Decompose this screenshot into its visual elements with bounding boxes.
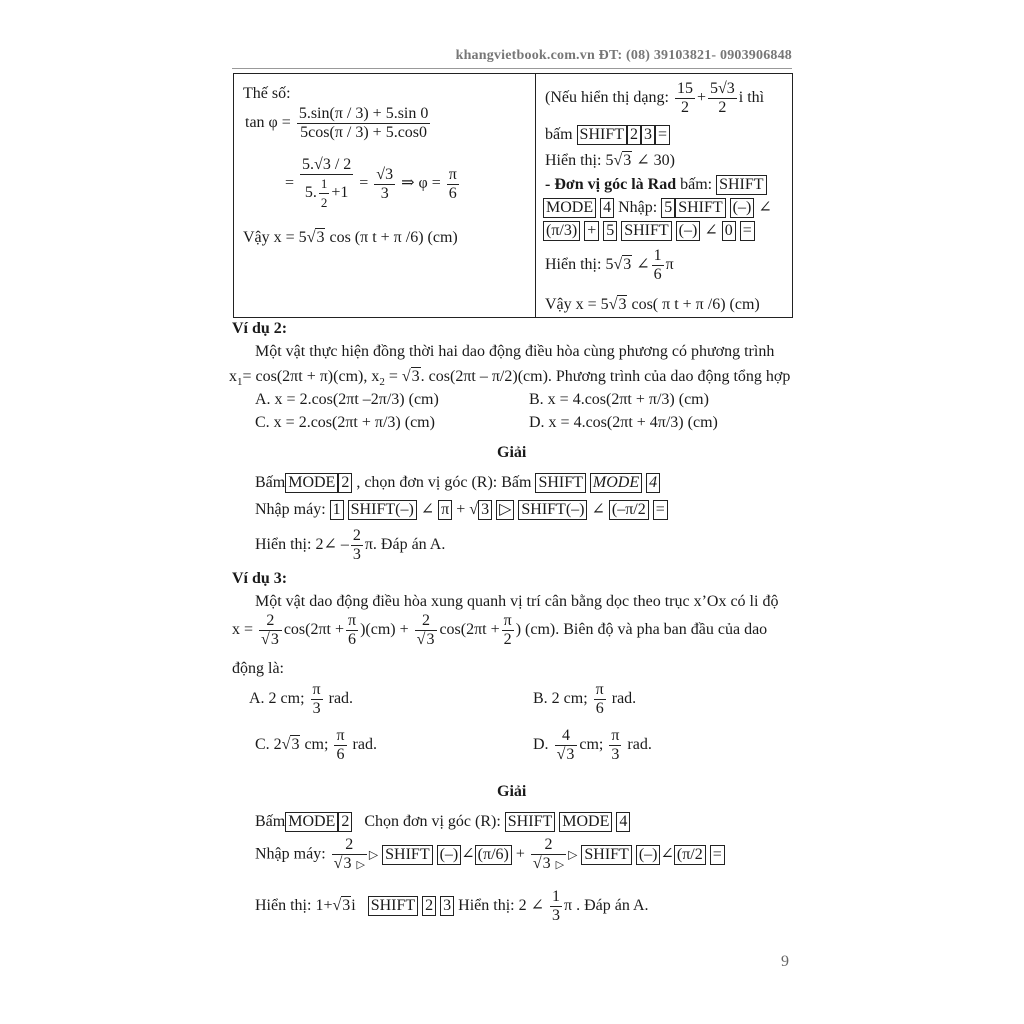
key-2: 2 — [338, 812, 352, 832]
left-result: Vậy x = 5√3 cos (π t + π /6) (cm) — [243, 229, 458, 246]
key-1: 1 — [330, 500, 344, 520]
example-3-step-3: Hiển thị: 1+√3i SHIFT 2 3 Hiển thị: 2 ∠ $\frac{1}{3}$ π . Đáp án A. — [255, 888, 649, 924]
example-3-problem-3: động là: — [232, 660, 284, 677]
key-4: 4 — [616, 812, 630, 832]
key-equals: = — [655, 125, 670, 145]
key-pi-over-2: (π/2 — [674, 845, 706, 865]
example-2-option-d: D. x = 4.cos(2πt + 4π/3) (cm) — [529, 414, 718, 431]
example-3-option-c: C. 2√3 cm; $\frac{\pi}{6}$ rad. — [255, 727, 377, 763]
key-equals: = — [710, 845, 725, 865]
key-0: 0 — [722, 221, 736, 241]
key-shift: SHIFT — [675, 198, 725, 218]
key-mode: MODE — [590, 473, 642, 493]
right-line-2: bấm SHIFT 2 3 = — [545, 125, 670, 145]
tan-simplify: = 5.√3 / 2 5. $\frac{1}{2}$ +1 = $\frac{√3}{3}$ ⇒ φ = $\frac{\pi}{6}$ — [285, 156, 457, 210]
right-line-7: Hiển thị: 5√3 ∠ $\frac{1}{6}$ π — [545, 247, 674, 283]
key-mode: MODE — [543, 198, 596, 218]
key-shift: SHIFT — [368, 896, 418, 916]
example-2-solution-title: Giải — [497, 444, 527, 461]
example-2-step-1: Bấm MODE 2 , chọn đơn vị góc (R): Bấm SHIFT MODE 4 — [255, 473, 660, 493]
right-line-4: - Đơn vị góc là Rad bấm: SHIFT — [545, 175, 767, 195]
key-mode: MODE — [285, 473, 338, 493]
key-shift-negative: SHIFT(–) — [348, 500, 417, 520]
key-mode: MODE — [285, 812, 338, 832]
key-equals: = — [653, 500, 668, 520]
key-5: 5 — [661, 198, 675, 218]
key-2: 2 — [627, 125, 641, 145]
tan-fraction: $\frac{5.\sin(\pi / 3) + 5.\sin 0}{5\cos(\pi / 3) + 5.\cos 0}$ — [298, 105, 429, 141]
example-2-option-c: C. x = 2.cos(2πt + π/3) (cm) — [255, 414, 435, 431]
key-shift: SHIFT — [577, 125, 627, 145]
key-negative: (–) — [730, 198, 755, 218]
example-3-solution-title: Giải — [497, 783, 527, 800]
key-3: 3 — [641, 125, 655, 145]
example-2-option-b: B. x = 4.cos(2πt + π/3) (cm) — [529, 391, 709, 408]
key-2: 2 — [338, 473, 352, 493]
example-3-option-b: B. 2 cm; $\frac{\pi}{6}$ rad. — [533, 681, 637, 717]
example-2-step-2: Nhập máy: 1 SHIFT(–) ∠ π + √ 3 ▷ SHIFT(–) ∠ (–π/2 = — [255, 500, 668, 520]
key-negative: (–) — [437, 845, 462, 865]
right-line-8: Vậy x = 5√3 cos( π t + π /6) (cm) — [545, 296, 760, 313]
page-header: khangvietbook.com.vn ĐT: (08) 39103821- 0903906848 — [455, 48, 792, 63]
right-line-6: (π/3) + 5 SHIFT (–) ∠ 0 = — [543, 221, 755, 241]
example-3-problem-1: Một vật dao động điều hòa xung quanh vị trí cân bằng dọc theo trục x’Ox có li độ — [255, 593, 779, 610]
example-2-option-a: A. x = 2.cos(2πt –2π/3) (cm) — [255, 391, 439, 408]
key-negative: (–) — [636, 845, 661, 865]
example-3-step-2: Nhập máy: $\frac{2}{√3 ▷}$ ▷ SHIFT (–) ∠ (π/6) + $\frac{2}{√3 ▷}$ ▷ SHIFT (–) ∠ (π/2 = — [255, 836, 725, 874]
key-3: 3 — [440, 896, 454, 916]
key-right-arrow: ▷ — [496, 500, 514, 520]
key-shift: SHIFT — [535, 473, 585, 493]
key-pi-over-3: (π/3) — [543, 221, 580, 241]
key-shift: SHIFT — [581, 845, 631, 865]
key-shift-negative: SHIFT(–) — [518, 500, 587, 520]
example-2-step-3: Hiển thị: 2∠ – $\frac{2}{3}$ π. Đáp án A. — [255, 527, 446, 563]
page-number: 9 — [781, 953, 789, 970]
example-2-title: Ví dụ 2: — [232, 320, 288, 337]
key-2: 2 — [422, 896, 436, 916]
example-2-problem-2: $x_1= \cos(2\pi t + \pi)(cm)$, $x_2 = √3$. cos(2πt – π/2)(cm). Phương trình của dao động tổng hợp — [229, 368, 791, 389]
key-4: 4 — [646, 473, 660, 493]
right-line-3: Hiển thị: 5√3 ∠ 30) — [545, 152, 675, 169]
key-pi: π — [438, 500, 452, 520]
key-neg-pi-over-2: (–π/2 — [609, 500, 649, 520]
key-pi-over-6: (π/6) — [475, 845, 512, 865]
right-line-1: (Nếu hiển thị dạng: $\frac{15}{2}$ + $\frac{5√3}{2}$ i thì — [545, 80, 765, 116]
key-sqrt-3: 3 — [478, 500, 492, 520]
key-shift: SHIFT — [716, 175, 766, 195]
key-4: 4 — [600, 198, 614, 218]
key-plus: + — [584, 221, 599, 241]
example-2-problem-1: Một vật thực hiện đồng thời hai dao động điều hòa cùng phương có phương trình — [255, 343, 775, 360]
header-rule — [232, 68, 792, 69]
key-shift: SHIFT — [621, 221, 671, 241]
tan-formula: tan φ = $\frac{5.\sin(\pi / 3) + 5.\sin 0}{5\cos(\pi / 3) + 5.\cos 0}$ — [245, 105, 429, 141]
key-5: 5 — [603, 221, 617, 241]
key-shift: SHIFT — [382, 845, 432, 865]
example-3-option-d: D. $\frac{4}{√3}$ cm; $\frac{\pi}{3}$ rad. — [533, 727, 652, 763]
key-shift: SHIFT — [505, 812, 555, 832]
key-negative: (–) — [676, 221, 701, 241]
box-divider — [535, 74, 536, 317]
example-3-equation: x = $\frac{2}{√3}$ cos(2πt + $\frac{\pi}{6}$ )(cm) + $\frac{2}{√3}$ cos(2πt + $\frac{\pi}{2}$ ) (cm). Biên độ và pha ban đầu của dao — [232, 612, 768, 648]
the-so-label: Thế số: — [243, 85, 291, 102]
key-equals: = — [740, 221, 755, 241]
example-3-title: Ví dụ 3: — [232, 570, 288, 587]
example-3-step-1: Bấm MODE 2 Chọn đơn vị góc (R): SHIFT MODE 4 — [255, 812, 630, 832]
right-line-5: MODE 4 Nhập: 5 SHIFT (–) ∠ — [543, 198, 772, 218]
key-mode: MODE — [559, 812, 612, 832]
example-3-option-a: A. 2 cm; $\frac{\pi}{3}$ rad. — [249, 681, 354, 717]
